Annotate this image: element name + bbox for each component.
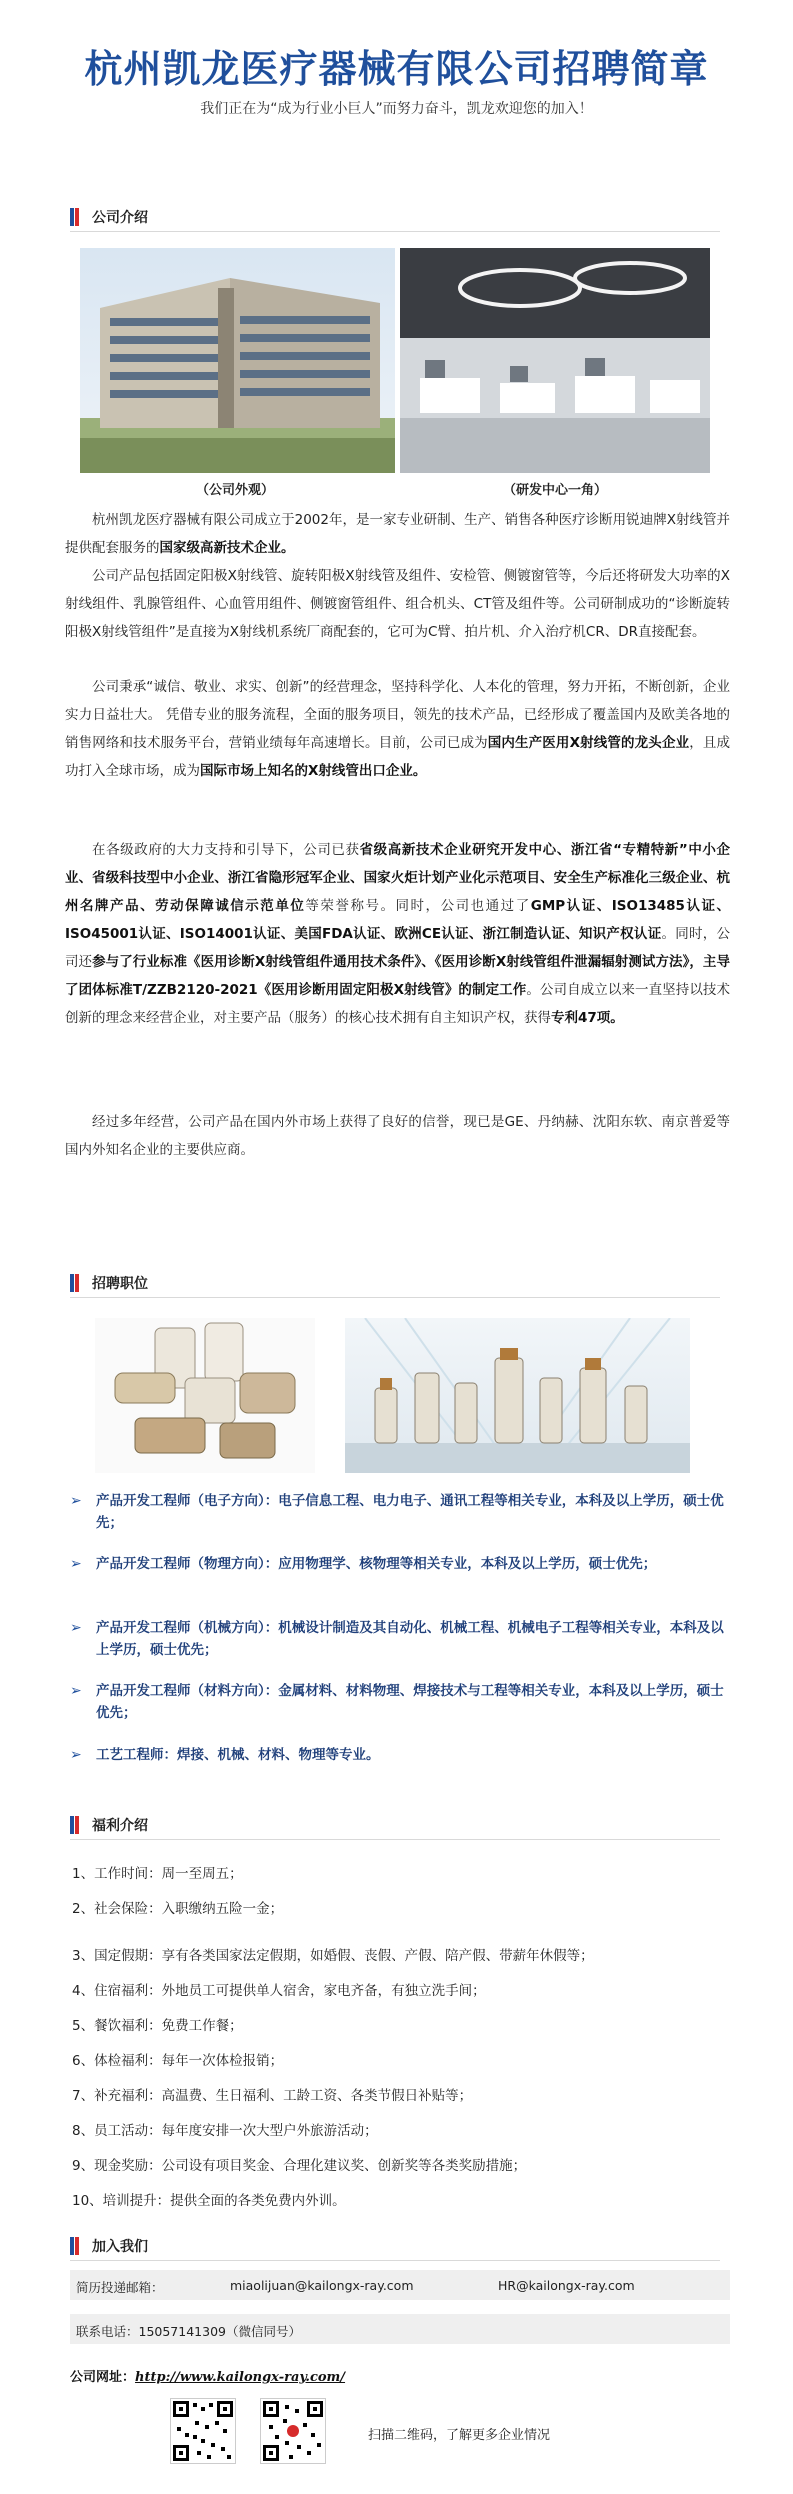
qr-code-caption: 扫描二维码，了解更多企业情况 — [368, 2428, 551, 2443]
intro-paragraph-1 — [65, 506, 730, 562]
benefit-item: 1、工作时间：周一至周五； — [72, 1866, 243, 1882]
benefit-item: 5、餐饮福利：免费工作餐； — [72, 2018, 243, 2034]
resume-email-row — [70, 2270, 730, 2300]
intro-p1-text: 杭州凯龙医疗器械有限公司成立于2002年，是一家专业研制、生产、销售各种医疗诊断用锐迪牌X射线管并提供配套服务的 — [65, 512, 730, 556]
intro-p4-text-d: 。公司自成立以来一直坚持以技术创新的理念来经营企业，对主要产品（服务）的核心技术拥有自主知识产权，获得 — [65, 982, 730, 1026]
email-label: 简历投递邮箱： — [76, 2280, 164, 2295]
intro-paragraph-4 — [65, 836, 730, 1032]
intro-paragraph-5: 经过多年经营，公司产品在国内外市场上获得了良好的信誉，现已是GE、丹纳赫、沈阳东软、南京普爱等国内外知名企业的主要供应商。 — [65, 1114, 730, 1158]
product-tubes-illustration — [95, 1318, 315, 1473]
intro-p1-bold: 国家级高新技术企业。 — [159, 540, 295, 556]
intro-p4-text-b: 等荣誉称号。同时，公司也通过了 — [305, 898, 531, 914]
caption-building: （公司外观） — [195, 483, 274, 498]
intro-p4-bold-4: 专利47项。 — [551, 1010, 624, 1026]
company-building-image — [80, 248, 395, 473]
section-marker-red — [75, 1274, 79, 1292]
product-display-illustration — [345, 1318, 690, 1473]
rd-center-image — [400, 248, 710, 473]
section-marker-blue — [70, 1274, 74, 1292]
section-marker-blue — [70, 2237, 74, 2255]
section-marker-blue — [70, 208, 74, 226]
caption-rd-center: （研发中心一角） — [502, 483, 607, 498]
website-label: 公司网址： — [70, 2370, 136, 2385]
intro-p4-bold-2: GMP认证、ISO13485认证、ISO45001认证、ISO14001认证、美国FDA认证、欧洲CE认证、浙江制造认证、知识产权认证 — [65, 898, 730, 942]
xray-tubes-display-image — [345, 1318, 690, 1473]
job-item-text: 工艺工程师：焊接、机械、材料、物理等专业。 — [96, 1747, 380, 1763]
section-marker-red — [75, 2237, 79, 2255]
phone-text: 联系电话：15057141309（微信同号） — [76, 2324, 301, 2339]
office-illustration — [400, 248, 710, 473]
section-header-intro — [70, 202, 720, 232]
website-row — [70, 2366, 345, 2385]
qr-code-wechat[interactable] — [260, 2398, 326, 2464]
arrow-bullet-icon: ➢ — [70, 1620, 82, 1636]
intro-paragraph-2: 公司产品包括固定阳极X射线管、旋转阳极X射线管及组件、安检管、侧镀窗管等，今后还将研发大功率的X射线组件、乳腺管组件、心血管用组件、侧镀窗管组件、组合机头、CT管及组件等。公司研制成功的“诊断旋转阳极X射线管组件”是直接为X射线机系统厂商配套的，它可为C臂、拍片机、介入治疗机CR、DR直接配套。 — [65, 568, 730, 640]
intro-p4-bold-1: 省级高新技术企业研究开发中心、浙江省“专精特新”中小企业、省级科技型中小企业、浙江省隐形冠军企业、国家火炬计划产业化示范项目、安全生产标准化三级企业、杭州名牌产品、劳动保障诚信示范单位 — [65, 842, 731, 914]
section-header-jobs — [70, 1268, 720, 1298]
email-link-primary[interactable]: miaolijuan@kailongx-ray.com — [230, 2278, 414, 2293]
benefit-item: 7、补充福利：高温费、生日福利、工龄工资、各类节假日补贴等； — [72, 2088, 473, 2104]
benefit-item: 6、体检福利：每年一次体检报销； — [72, 2053, 284, 2069]
job-item — [70, 1617, 730, 1661]
benefit-item: 3、国定假期：享有各类国家法定假期，如婚假、丧假、产假、陪产假、带薪年休假等； — [72, 1948, 594, 1964]
section-header-join — [70, 2231, 720, 2261]
job-item — [70, 1744, 730, 1766]
job-item — [70, 1490, 730, 1534]
building-illustration — [80, 248, 395, 473]
section-marker-blue — [70, 1816, 74, 1834]
intro-p3-text-b: ，且成功打入全球市场，成为 — [65, 735, 730, 779]
phone-row — [70, 2314, 730, 2344]
arrow-bullet-icon: ➢ — [70, 1556, 82, 1572]
section-title-intro: 公司介绍 — [92, 210, 148, 226]
intro-p3-text-a: 公司秉承“诚信、敬业、求实、创新”的经营理念，坚持科学化、人本化的管理，努力开拓，不断创新，企业实力日益壮大。 凭借专业的服务流程，全面的服务项目，领先的技术产品，已经形成了覆盖国内及欧美各地的销售网络和技术服务平台，营销业绩每年高速增长。目前，公司已成为 — [65, 679, 730, 751]
xray-tubes-product-image — [95, 1318, 315, 1473]
job-item-text: 产品开发工程师（物理方向）：应用物理学、核物理等相关专业，本科及以上学历，硕士优先； — [96, 1556, 657, 1572]
section-title-benefits: 福利介绍 — [92, 1818, 148, 1834]
job-item — [70, 1680, 730, 1724]
section-marker-red — [75, 1816, 79, 1834]
page-subtitle: 我们正在为“成为行业小巨人”而努力奋斗，凯龙欢迎您的加入！ — [200, 101, 593, 117]
qr-code-icon — [171, 2399, 235, 2463]
job-item-text: 产品开发工程师（材料方向）：金属材料、材料物理、焊接技术与工程等相关专业，本科及以上学历，硕士优先； — [96, 1683, 724, 1721]
benefit-item: 8、员工活动：每年度安排一次大型户外旅游活动； — [72, 2123, 378, 2139]
qr-code-website[interactable] — [170, 2398, 236, 2464]
job-item-text: 产品开发工程师（机械方向）：机械设计制造及其自动化、机械工程、机械电子工程等相关专业，本科及以上学历，硕士优先； — [96, 1620, 724, 1658]
intro-p3-bold-1: 国内生产医用X射线管的龙头企业 — [487, 735, 690, 751]
job-item — [70, 1553, 730, 1575]
job-item-text: 产品开发工程师（电子方向）：电子信息工程、电力电子、通讯工程等相关专业，本科及以上学历，硕士优先； — [96, 1493, 724, 1531]
arrow-bullet-icon: ➢ — [70, 1747, 82, 1763]
benefit-item: 4、住宿福利：外地员工可提供单人宿舍，家电齐备，有独立洗手间； — [72, 1983, 486, 1999]
email-link-hr[interactable]: HR@kailongx-ray.com — [498, 2278, 635, 2293]
qr-code-icon — [261, 2399, 325, 2463]
intro-p4-text-a: 在各级政府的大力支持和引导下，公司已获 — [92, 842, 360, 858]
website-link[interactable]: http://www.kailongx-ray.com/ — [135, 2370, 346, 2385]
intro-paragraph-3 — [65, 673, 730, 785]
benefit-item: 9、现金奖励：公司设有项目奖金、合理化建议奖、创新奖等各类奖励措施； — [72, 2158, 527, 2174]
page-title: 杭州凯龙医疗器械有限公司招聘简章 — [84, 47, 709, 91]
section-header-benefits — [70, 1810, 720, 1840]
section-marker-red — [75, 208, 79, 226]
benefit-item: 10、培训提升：提供全面的各类免费内外训。 — [72, 2193, 346, 2209]
arrow-bullet-icon: ➢ — [70, 1683, 82, 1699]
intro-p4-text-c: 。同时，公司还 — [65, 926, 730, 970]
benefit-item: 2、社会保险：入职缴纳五险一金； — [72, 1901, 284, 1917]
intro-p3-bold-2: 国际市场上知名的X射线管出口企业。 — [200, 763, 427, 779]
arrow-bullet-icon: ➢ — [70, 1493, 82, 1509]
section-title-join: 加入我们 — [92, 2239, 148, 2255]
intro-p4-bold-3: 参与了行业标准《医用诊断X射线管组件通用技术条件》、《医用诊断X射线管组件泄漏辐射测试方法》，主导了团体标准T/ZZB2120-2021《医用诊断用固定阳极X射线管》的制定工作 — [65, 954, 730, 998]
section-title-jobs: 招聘职位 — [92, 1276, 148, 1292]
